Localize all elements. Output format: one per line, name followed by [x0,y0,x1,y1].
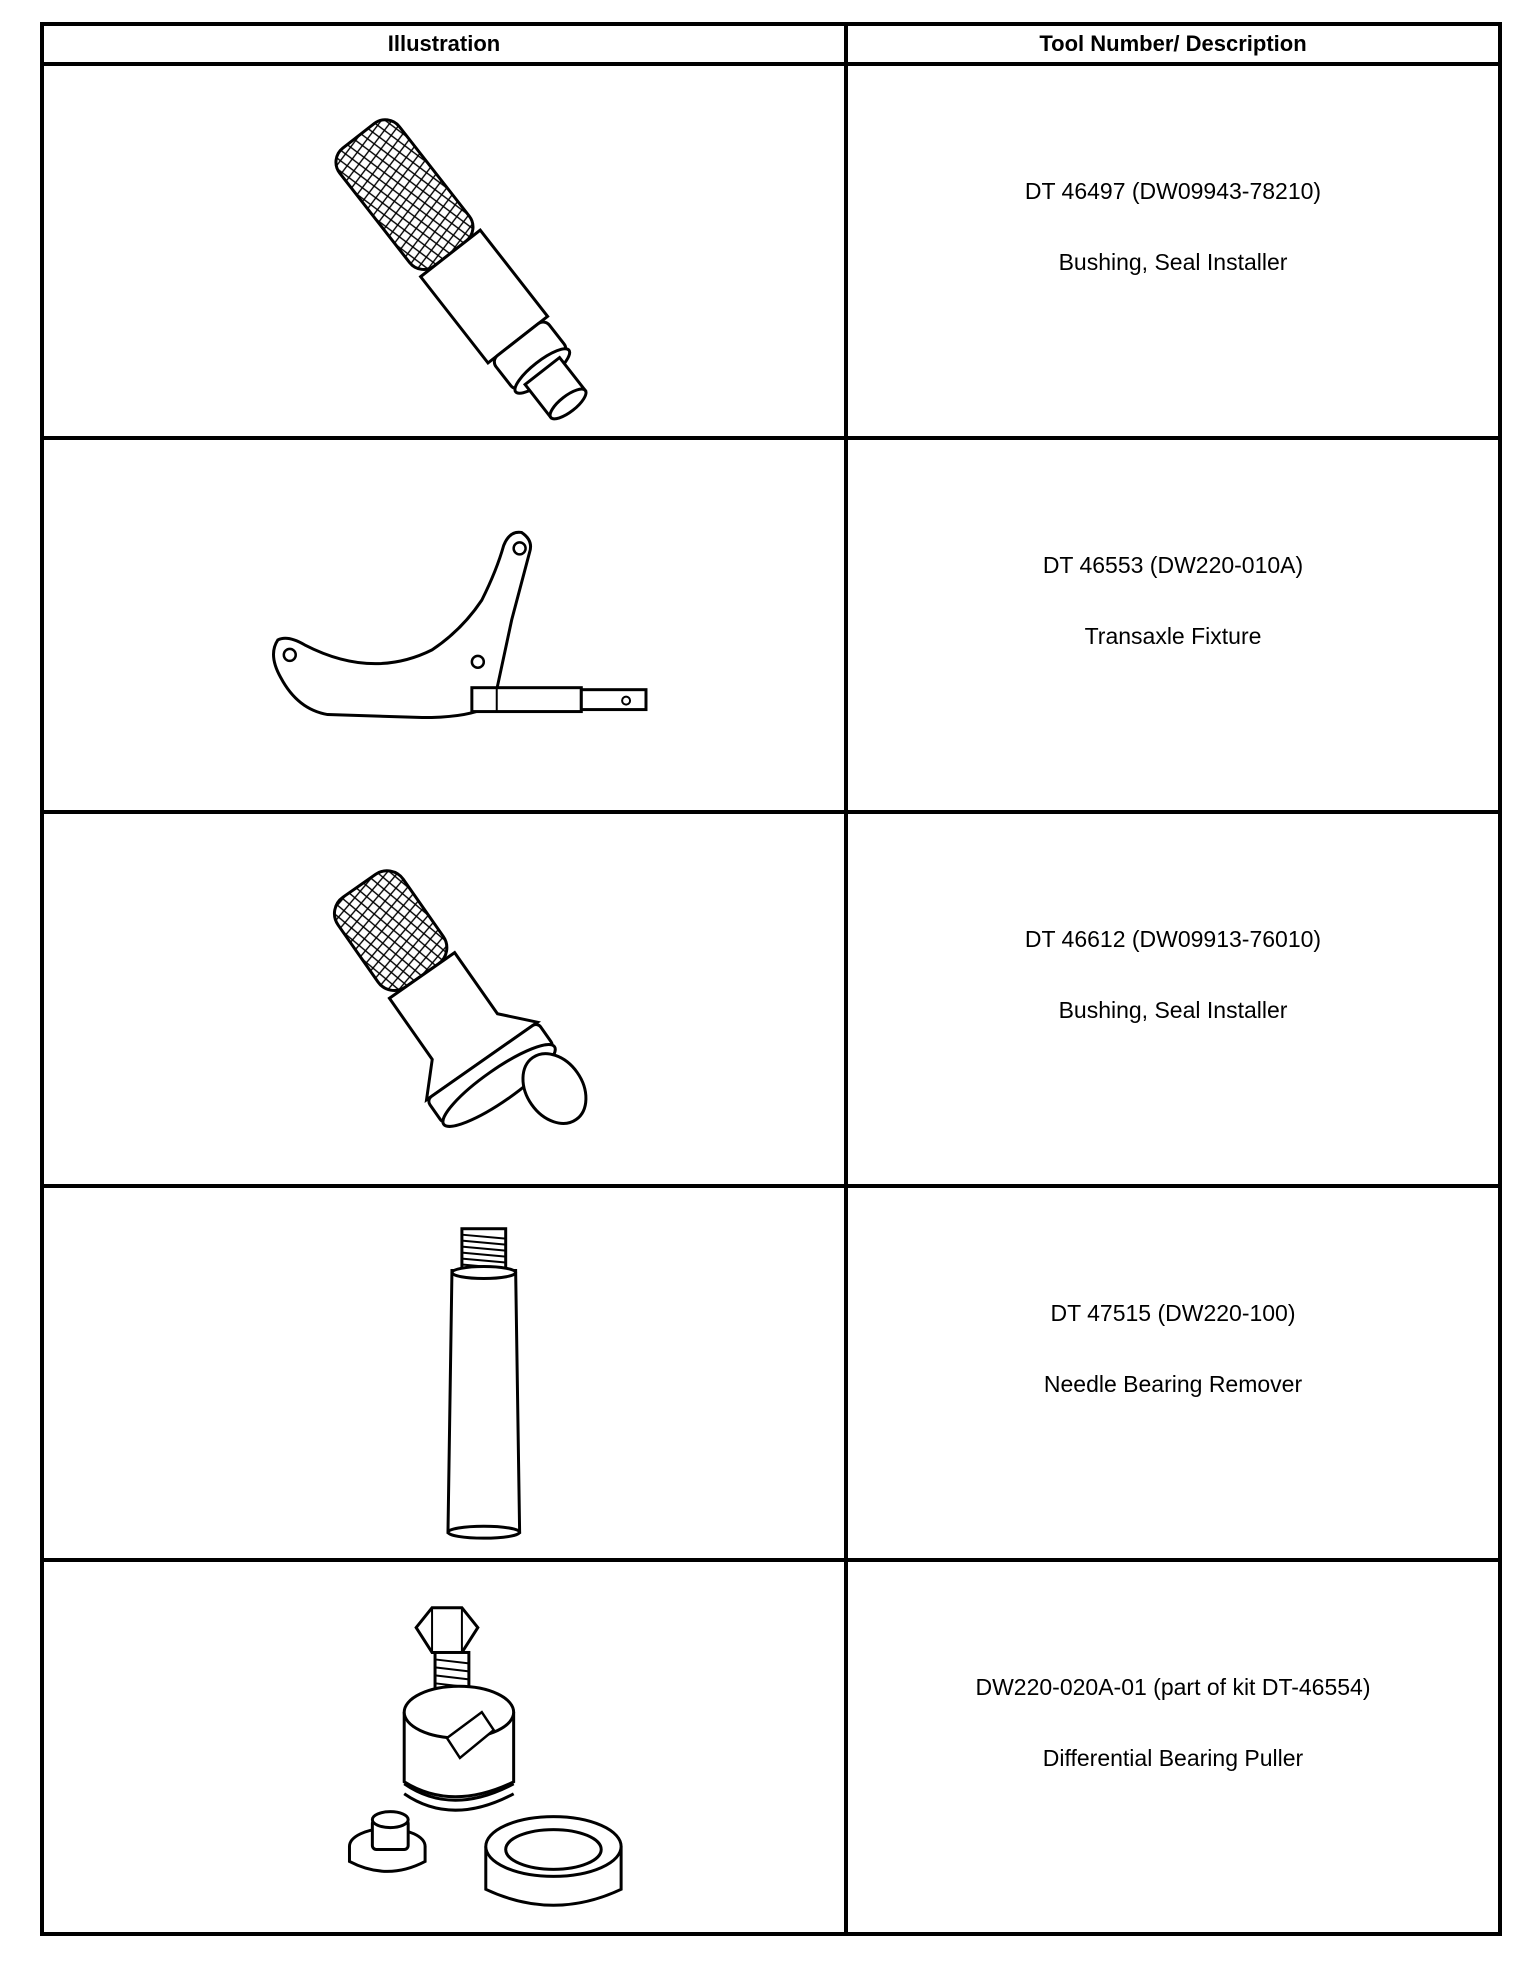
bearing-puller-set-icon [44,1562,844,1932]
description-cell [846,812,1500,1186]
table-row [42,1560,1500,1934]
illustration-cell [42,438,846,812]
tool-number: DT 46553 (DW220-010A) [1042,552,1304,578]
table-row [42,812,1500,1186]
illustration-cell [42,812,846,1186]
tool-description: Transaxle Fixture [1084,623,1262,649]
table-row [42,64,1500,438]
table-row [42,1186,1500,1560]
tool-number: DT 46612 (DW09913-76010) [1024,926,1322,952]
tool-number: DT 47515 (DW220-100) [1050,1300,1296,1326]
header-tool-number-description: Tool Number/ Description [846,24,1500,64]
tool-description: Bushing, Seal Installer [1058,997,1288,1023]
illustration-cell [42,1560,846,1934]
illustration-cell [42,1186,846,1560]
tool-description: Bushing, Seal Installer [1058,249,1288,275]
tool-number: DW220-020A-01 (part of kit DT-46554) [975,1674,1371,1700]
description-cell [846,1560,1500,1934]
threaded-rod-remover-icon [44,1188,844,1558]
tool-description: Differential Bearing Puller [1042,1745,1304,1771]
description-cell [846,1186,1500,1560]
knurled-seal-installer-icon [44,66,844,436]
transaxle-fixture-icon [44,440,844,810]
special-tools-table [40,22,1502,1936]
description-cell [846,438,1500,812]
tool-description: Needle Bearing Remover [1043,1371,1303,1397]
tool-number: DT 46497 (DW09943-78210) [1024,178,1322,204]
flanged-seal-installer-icon [44,814,844,1184]
illustration-cell [42,64,846,438]
header-illustration: Illustration [42,24,846,64]
table-row [42,438,1500,812]
table-header-row [42,24,1500,64]
description-cell [846,64,1500,438]
